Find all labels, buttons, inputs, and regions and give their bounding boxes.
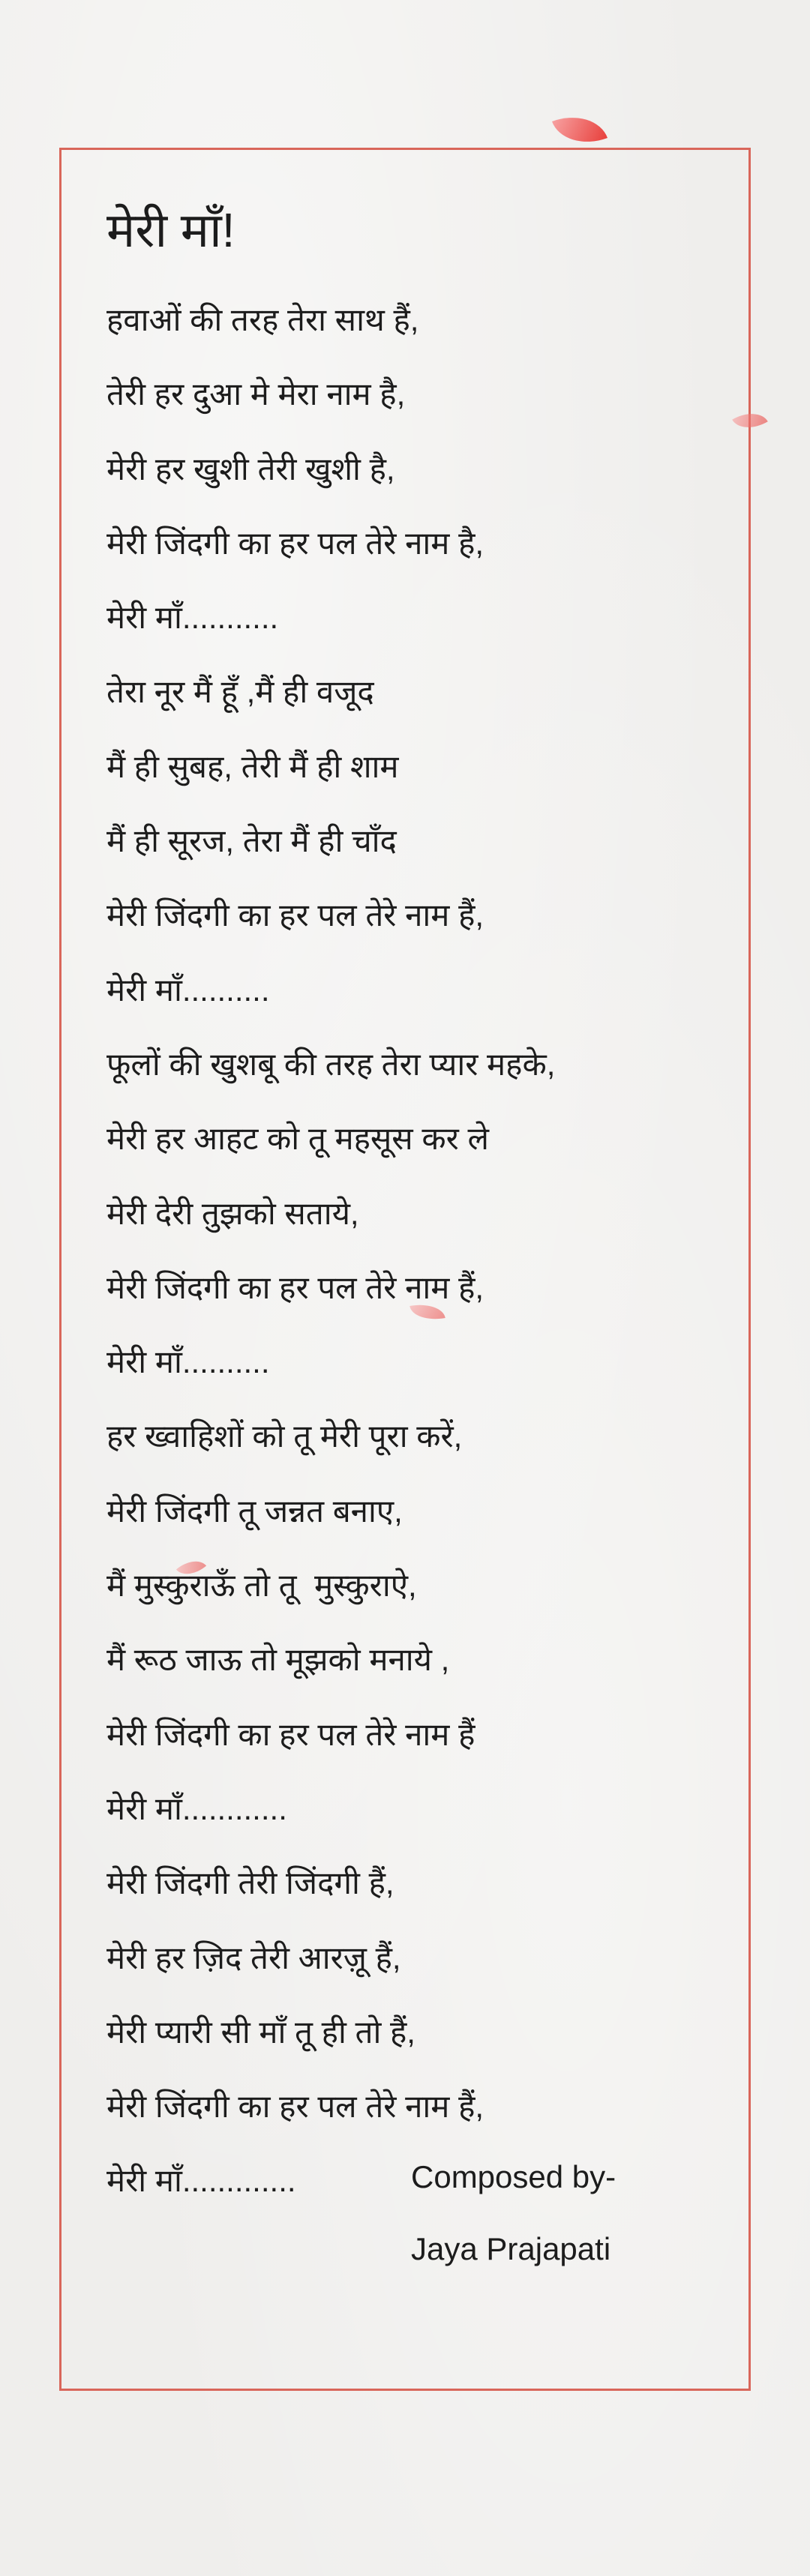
poem-line: मेरी जिंदगी का हर पल तेरे नाम हैं, (106, 1269, 484, 1305)
poem-line: मेरी जिंदगी का हर पल तेरे नाम हैं, (106, 2089, 484, 2125)
poem-line: मैं ही सूरज, तेरा मैं ही चाँद (106, 823, 397, 859)
poem-line: मेरी माँ............ (106, 1790, 287, 1826)
poem-line: मेरी जिंदगी का हर पल तेरे नाम है, (106, 525, 484, 561)
poem-line: मेरी माँ.......... (106, 1344, 270, 1380)
poem-line: मैं ही सुबह, तेरी मैं ही शाम (106, 748, 399, 784)
poem-line: तेरी हर दुआ मे मेरा नाम है, (106, 376, 406, 412)
poem-line: मेरी जिंदगी का हर पल तेरे नाम हैं, (106, 897, 484, 933)
poem-line: तेरा नूर मैं हूँ ,मैं ही वजूद (106, 674, 374, 710)
poem-line: मेरी जिंदगी तेरी जिंदगी हैं, (106, 1865, 394, 1901)
poem-title: मेरी माँ! (106, 203, 236, 257)
composed-by-label: Composed by- (411, 2159, 616, 2194)
petal-decoration (552, 106, 608, 154)
poem-line: मैं रूठ जाऊ तो मूझको मनाये , (106, 1642, 450, 1678)
poem-line: फूलों की खुशबू की तरह तेरा प्यार महके, (106, 1046, 556, 1082)
poem-line: मेरी प्यारी सी माँ तू ही तो हैं, (106, 2014, 416, 2050)
poem-line: मेरी जिंदगी तू जन्नत बनाए, (106, 1493, 403, 1529)
author-name: Jaya Prajapati (411, 2231, 611, 2266)
poem-body (106, 283, 722, 2218)
poem-line: मेरी हर आहट को तू महसूस कर ले (106, 1121, 489, 1157)
poem-line: मेरी हर खुशी तेरी खुशी है, (106, 451, 395, 487)
poem-line: मेरी हर ज़िद तेरी आरज़ू हैं, (106, 1939, 401, 1975)
poem-line: मैं मुस्कुराऊँ तो तू मुस्कुराऐ, (106, 1568, 417, 1604)
poem-line: हवाओं की तरह तेरा साथ हैं, (106, 302, 419, 337)
poem-line: मेरी माँ.......... (106, 972, 270, 1008)
poem-line: मेरी माँ........... (106, 600, 279, 636)
poem-line: हर ख्वाहिशों को तू मेरी पूरा करें, (106, 1418, 463, 1454)
poem-line: मेरी जिंदगी का हर पल तेरे नाम हैं (106, 1716, 476, 1752)
poem-line: मेरी माँ............. (106, 2163, 296, 2199)
poem-line: मेरी देरी तुझको सताये, (106, 1195, 359, 1231)
